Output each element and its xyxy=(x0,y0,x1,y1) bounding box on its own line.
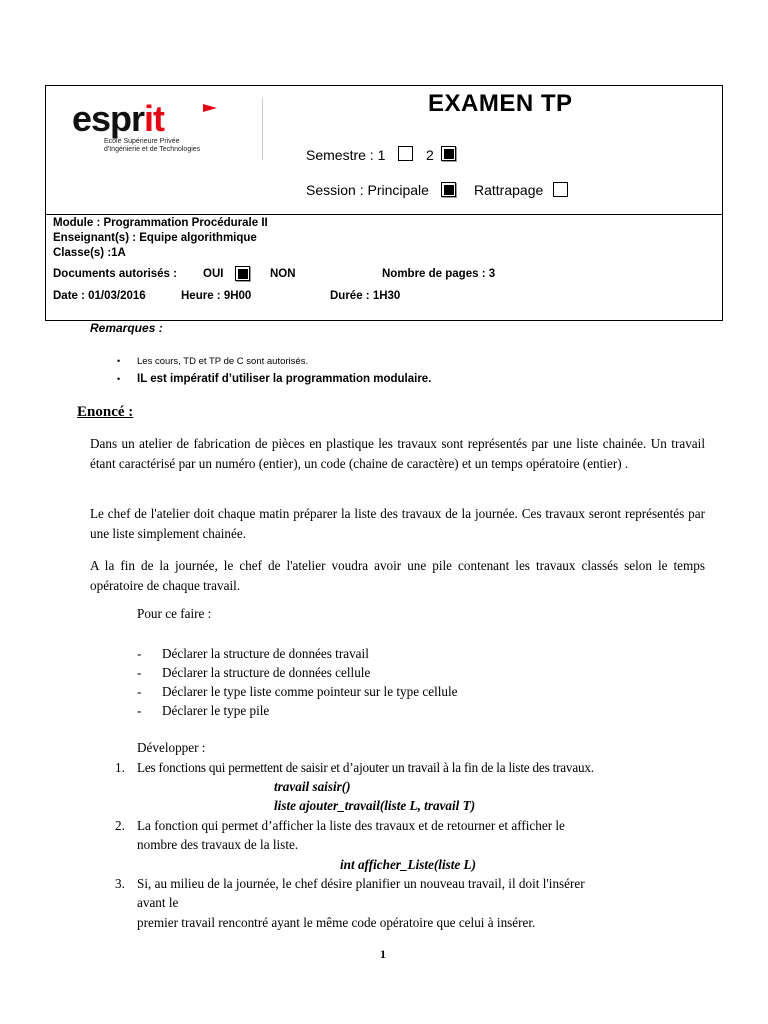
rattrapage-label: Rattrapage xyxy=(474,182,544,198)
heure-line: Heure : 9H00 xyxy=(181,290,252,302)
logo-divider xyxy=(262,98,263,160)
bullet-icon: • xyxy=(117,356,121,366)
logo-subtitle: Ecole Supérieure Privée d'Ingénierie et de Technologies xyxy=(104,138,201,153)
enseignant-line: Enseignant(s) : Equipe algorithmique xyxy=(53,232,257,244)
paragraph: A la fin de la journée, le chef de l'atelier voudra avoir une pile contenant les travaux classés selon le temps opératoire de chaque travail. xyxy=(90,558,705,593)
dash-icon: - xyxy=(137,665,142,680)
logo-accent: it xyxy=(144,98,165,139)
declaration-item: Déclarer le type liste comme pointeur sur le type cellule xyxy=(162,684,458,699)
documents-label: Documents autorisés : xyxy=(53,268,177,280)
task-text: nombre des travaux de la liste. xyxy=(137,837,299,852)
semestre-1-checkbox[interactable] xyxy=(398,146,413,161)
date-line: Date : 01/03/2016 xyxy=(53,290,146,302)
declaration-item: Déclarer le type pile xyxy=(162,703,270,718)
task-number: 3. xyxy=(115,876,125,891)
nombre-pages: Nombre de pages : 3 xyxy=(382,268,496,280)
non-label: NON xyxy=(270,268,296,280)
code-signature: liste ajouter_travail(liste L, travail T) xyxy=(274,798,476,813)
task-text: premier travail rencontré ayant le même code opératoire que celui à insérer. xyxy=(137,915,536,930)
pour-ce-faire: Pour ce faire : xyxy=(137,606,212,621)
exam-title: EXAMEN TP xyxy=(428,90,573,117)
dash-icon: - xyxy=(137,684,142,699)
documents-oui-checkbox[interactable] xyxy=(235,266,250,281)
bullet-icon: • xyxy=(117,374,121,384)
page-number: 1 xyxy=(380,947,386,961)
session-label: Session : Principale xyxy=(306,182,429,198)
oui-label: OUI xyxy=(203,268,224,280)
enonce-title: Enoncé : xyxy=(77,404,134,420)
task-text: Les fonctions qui permettent de saisir et d’ajouter un travail à la fin de la liste des travaux. xyxy=(137,760,594,775)
logo-arrow-icon xyxy=(203,104,217,112)
module-line: Module : Programmation Procédurale II xyxy=(53,217,268,229)
paragraph: Le chef de l'atelier doit chaque matin préparer la liste des travaux de la journée. Ces travaux seront représentés par une liste simplement chainée. xyxy=(90,506,705,541)
task-number: 1. xyxy=(115,760,125,775)
classes-line: Classe(s) :1A xyxy=(53,247,126,259)
paragraph: Dans un atelier de fabrication de pièces en plastique les travaux sont représentés par une liste chainée. Un travail étant caractérisé par un numéro (entier), un code (chaine de caractère) et un temps opératoire (entier) . xyxy=(90,436,705,471)
esprit-logo: esprit xyxy=(72,98,165,139)
remark-item: IL est impératif d’utiliser la programmation modulaire. xyxy=(137,373,432,385)
header-divider xyxy=(45,214,723,215)
session-principale-checkbox[interactable] xyxy=(441,182,456,197)
remarks-title: Remarques : xyxy=(90,321,163,335)
semestre-2-checkbox[interactable] xyxy=(441,146,456,161)
rattrapage-checkbox[interactable] xyxy=(553,182,568,197)
duree-line: Durée : 1H30 xyxy=(330,290,401,302)
code-signature: int afficher_Liste(liste L) xyxy=(340,857,477,872)
task-text: Si, au milieu de la journée, le chef désire planifier un nouveau travail, il doit l'insérer xyxy=(137,876,585,891)
semestre-label: Semestre : 1 xyxy=(306,147,386,163)
semestre-2-label: 2 xyxy=(426,147,434,163)
task-number: 2. xyxy=(115,818,125,833)
task-text: avant le xyxy=(137,895,179,910)
developper-label: Développer : xyxy=(137,740,206,755)
declaration-item: Déclarer la structure de données travail xyxy=(162,646,369,661)
declaration-item: Déclarer la structure de données cellule xyxy=(162,665,371,680)
code-signature: travail saisir() xyxy=(274,779,351,794)
remark-item: Les cours, TD et TP de C sont autorisés. xyxy=(137,356,309,367)
task-text: La fonction qui permet d’afficher la liste des travaux et de retourner et afficher le xyxy=(137,818,565,833)
dash-icon: - xyxy=(137,646,142,661)
dash-icon: - xyxy=(137,703,142,718)
